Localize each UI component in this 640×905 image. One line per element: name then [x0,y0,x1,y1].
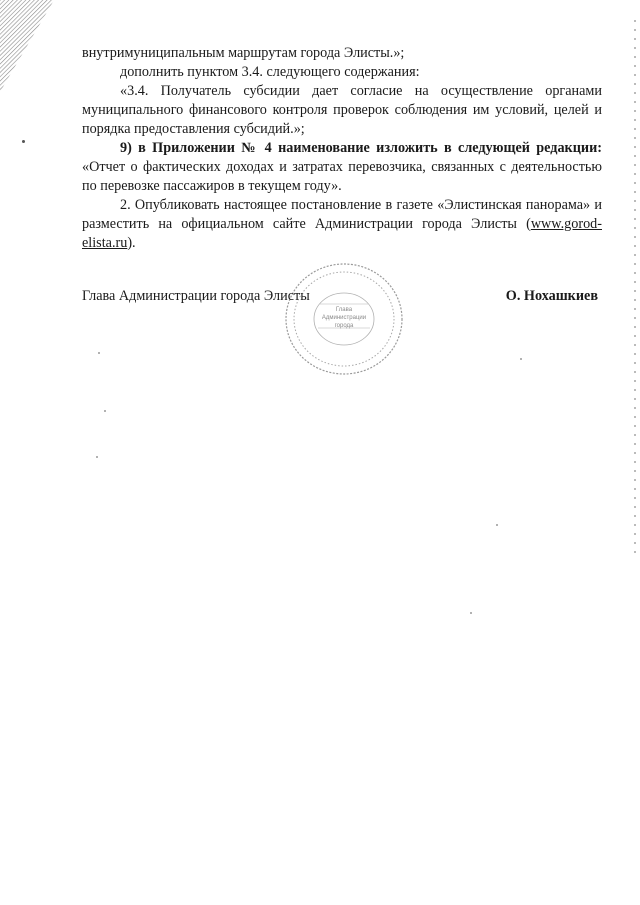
document-body [82,44,602,253]
signatory-title: Глава Администрации города Элисты [82,288,310,304]
official-seal [280,258,408,380]
scan-speck [98,352,100,354]
publish-text: 2. Опубликовать настоящее постановление в газете «Элистинская панорама» и разместить на официальном сайте Администрации города Элисты ( [82,197,602,232]
paragraph-appendix-4 [82,139,602,196]
scan-speck [470,612,472,614]
seal-line-1: Глава [335,307,353,313]
appendix-4-text: «Отчет о фактических доходах и затратах перевозчика, связанных с деятельностью по перевозке пассажиров в текущем году». [82,159,602,194]
scan-corner-artifact [0,0,54,92]
signature-block [82,288,602,310]
paragraph-route-end: внутримуниципальным маршрутам города Элисты.»; [82,45,405,61]
paragraph-clause-3-4: «3.4. Получатель субсидии дает согласие на осуществление органами муниципального финансового контроля проверок соблюдения им условий, целей и порядка предоставления субсидий.»; [82,83,602,137]
appendix-4-heading: 9) в Приложении № 4 наименование изложить в следующей редакции: [120,140,602,156]
seal-line-2: Администрации [321,315,367,321]
seal-line-3: города [334,323,354,329]
scan-edge-artifact [634,20,636,560]
publish-text-end: ). [127,235,136,251]
paragraph-publish [82,196,602,253]
scan-speck [496,524,498,526]
scan-speck [104,410,106,412]
scan-speck [96,456,98,458]
paragraph-add-clause: дополнить пунктом 3.4. следующего содержания: [120,64,420,80]
scan-speck [520,358,522,360]
signatory-name: О. Нохашкиев [505,288,598,304]
website-link[interactable]: www.gorod-elista.ru [82,216,602,251]
margin-mark [22,140,25,143]
